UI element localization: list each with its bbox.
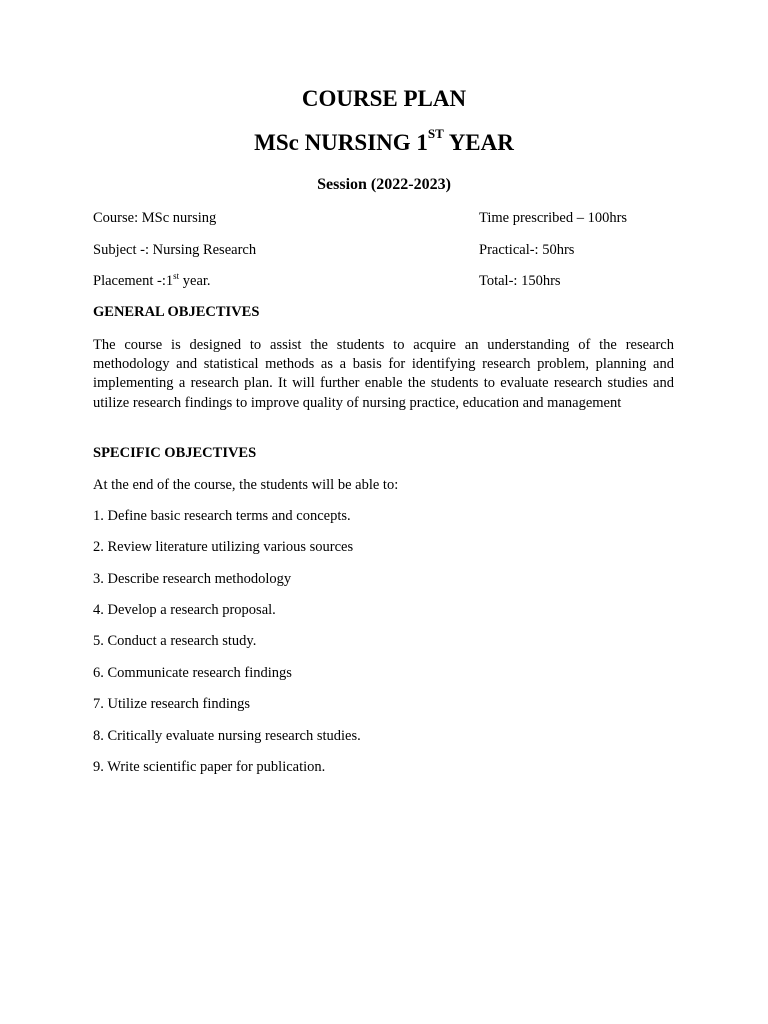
subject-field: Subject -: Nursing Research [93, 242, 257, 258]
list-item: 5. Conduct a research study. [93, 633, 257, 649]
meta-row-subject [93, 242, 675, 262]
list-item: 8. Critically evaluate nursing research studies. [93, 728, 361, 744]
list-item: 3. Describe research methodology [93, 571, 292, 587]
subtitle-main: MSc NURSING 1 [254, 130, 428, 155]
placement-superscript: st [173, 271, 180, 282]
placement-field [93, 273, 211, 290]
meta-row-placement [93, 273, 675, 293]
list-item: 1. Define basic research terms and concepts. [93, 508, 351, 524]
general-objectives-text: The course is designed to assist the students to acquire an understanding of the research methodology and statistical methods as a basis for identifying research problem, planning and implementing a research plan. It will further enable the students to evaluate research studies and utilize research findings to improve quality of nursing practice, education and management [93, 337, 674, 411]
list-item: 4. Develop a research proposal. [93, 602, 276, 618]
total-field: Total-: 150hrs [479, 273, 561, 289]
document-subtitle [0, 126, 768, 156]
list-item: 7. Utilize research findings [93, 696, 251, 712]
placement-prefix: Placement -:1 [93, 273, 174, 289]
list-item: 6. Communicate research findings [93, 665, 292, 681]
session-label: Session (2022-2023) [317, 176, 451, 193]
practical-field: Practical-: 50hrs [479, 242, 575, 258]
subtitle-superscript: ST [427, 126, 444, 142]
course-field: Course: MSc nursing [93, 210, 217, 226]
document-title: COURSE PLAN [301, 86, 467, 111]
list-item: 9. Write scientific paper for publication. [93, 759, 326, 775]
specific-objectives-heading: SPECIFIC OBJECTIVES [93, 445, 257, 461]
specific-objectives-intro: At the end of the course, the students will be able to: [93, 477, 399, 493]
subtitle-end: YEAR [443, 130, 514, 155]
list-item: 2. Review literature utilizing various sources [93, 539, 354, 555]
general-objectives-heading: GENERAL OBJECTIVES [93, 304, 260, 320]
time-prescribed-field: Time prescribed – 100hrs [479, 210, 628, 226]
meta-row-course [93, 210, 675, 230]
placement-suffix: year. [179, 273, 211, 289]
